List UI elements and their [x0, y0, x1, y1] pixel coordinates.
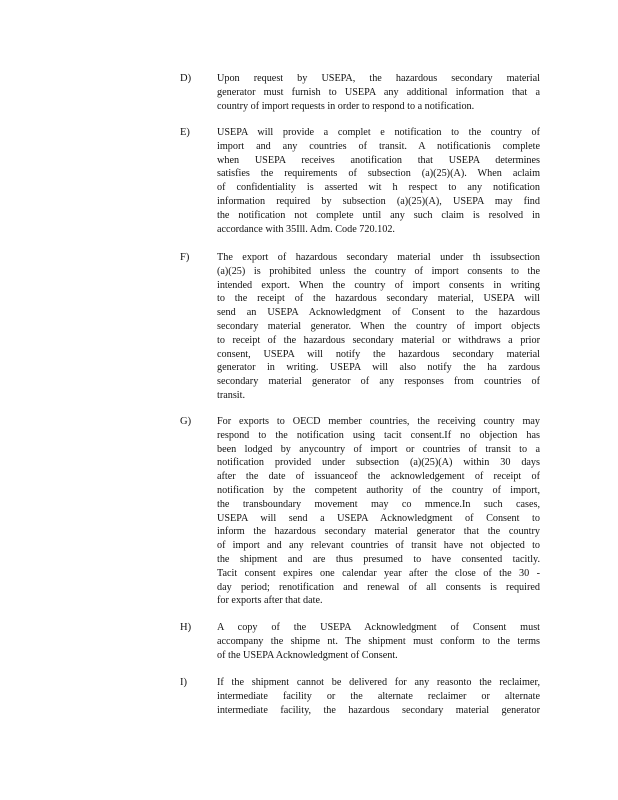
paragraph-marker: H) — [180, 622, 192, 633]
text-line: consent, USEPA will notify the hazardous secondary material — [217, 348, 540, 360]
text-line: for exports after that date. — [217, 595, 323, 607]
text-line: of the USEPA Acknowledgment of Consent. — [217, 649, 398, 661]
text-line: notification by the competent authority of the country of import, — [217, 484, 540, 496]
text-line: day period; renotification and renewal of all consents is required — [217, 581, 540, 593]
paragraph-marker: E) — [180, 127, 190, 138]
text-line: country of import requests in order to respond to a notification. — [217, 100, 475, 112]
paragraph-body — [217, 72, 540, 113]
paragraph-body — [217, 251, 540, 403]
text-line: For exports to OECD member countries, the receiving country may — [217, 416, 540, 427]
text-line: (a)(25) is prohibited unless the country of import consents to the — [217, 265, 540, 277]
paragraph-body — [217, 621, 540, 662]
paragraph-body — [217, 415, 540, 608]
text-line: send an USEPA Acknowledgment of Consent to the hazardous — [217, 307, 540, 319]
text-line: import and any countries of transit. A notificationis complete — [217, 140, 540, 152]
text-line: of confidentiality is asserted wit h respect to any notification — [217, 182, 540, 194]
paragraph-marker: G) — [180, 416, 192, 427]
text-line: A copy of the USEPA Acknowledgment of Consent must — [217, 622, 540, 633]
text-line: generator must furnish to USEPA any additional information that a — [217, 86, 540, 98]
text-line: the shipment and are thus presumed to have consented tacitly. — [217, 553, 540, 565]
text-line: inform the hazardous secondary material generator that the country — [217, 526, 540, 538]
text-line: The export of hazardous secondary material under th issubsection — [217, 252, 540, 263]
text-line: when USEPA receives anotification that USEPA determines — [217, 154, 540, 166]
text-line: notification provided under subsection (a)(25)(A) within 30 days — [217, 457, 540, 469]
paragraph-body — [217, 676, 540, 717]
text-line: respond to the notification using tacit consent.If no objection has — [217, 429, 540, 441]
text-line: after the date of issuanceof the acknowledgement of receipt of — [217, 471, 540, 483]
text-line: been lodged by anycountry of import or countries of transit to a — [217, 443, 540, 455]
text-line: transit. — [217, 389, 246, 401]
paragraph-marker: D) — [180, 73, 192, 84]
text-line: information required by subsection (a)(25)(A), USEPA may find — [217, 195, 540, 207]
text-line: secondary material generator of any responses from countries of — [217, 376, 540, 388]
text-line: USEPA will provide a complet e notification to the country of — [217, 127, 540, 138]
text-line: to the receipt of the hazardous secondary material, USEPA will — [217, 293, 540, 305]
text-line: USEPA will send a USEPA Acknowledgment of Consent to — [217, 512, 540, 524]
text-line: secondary material generator. When the country of import objects — [217, 320, 540, 332]
text-line: of import and any relevant countries of transit have not objected to — [217, 540, 540, 552]
paragraph-marker: I) — [180, 677, 187, 688]
text-line: the transboundary movement may co mmence.In such cases, — [217, 498, 540, 510]
text-line: intermediate facility or the alternate reclaimer or alternate — [217, 690, 540, 702]
paragraph-body — [217, 126, 540, 236]
text-line: generator in writing. USEPA will also notify the ha zardous — [217, 362, 540, 374]
text-line: If the shipment cannot be delivered for any reasonto the reclaimer, — [217, 677, 540, 688]
text-line: accordance with 35Ill. Adm. Code 720.102. — [217, 223, 395, 235]
text-line: intermediate facility, the hazardous secondary material generator — [217, 704, 540, 716]
text-line: intended export. When the country of import consents in writing — [217, 279, 540, 291]
text-line: Tacit consent expires one calendar year after the close of the 30 - — [217, 567, 540, 579]
text-line: Upon request by USEPA, the hazardous secondary material — [217, 73, 540, 84]
text-line: to receipt of the hazardous secondary material or withdraws a prior — [217, 334, 540, 346]
paragraph-marker: F) — [180, 252, 190, 263]
text-line: satisfies the requirements of subsection (a)(25)(A). When aclaim — [217, 168, 540, 180]
text-line: accompany the shipme nt. The shipment must conform to the terms — [217, 635, 540, 647]
text-line: the notification not complete until any such claim is resolved in — [217, 209, 540, 221]
